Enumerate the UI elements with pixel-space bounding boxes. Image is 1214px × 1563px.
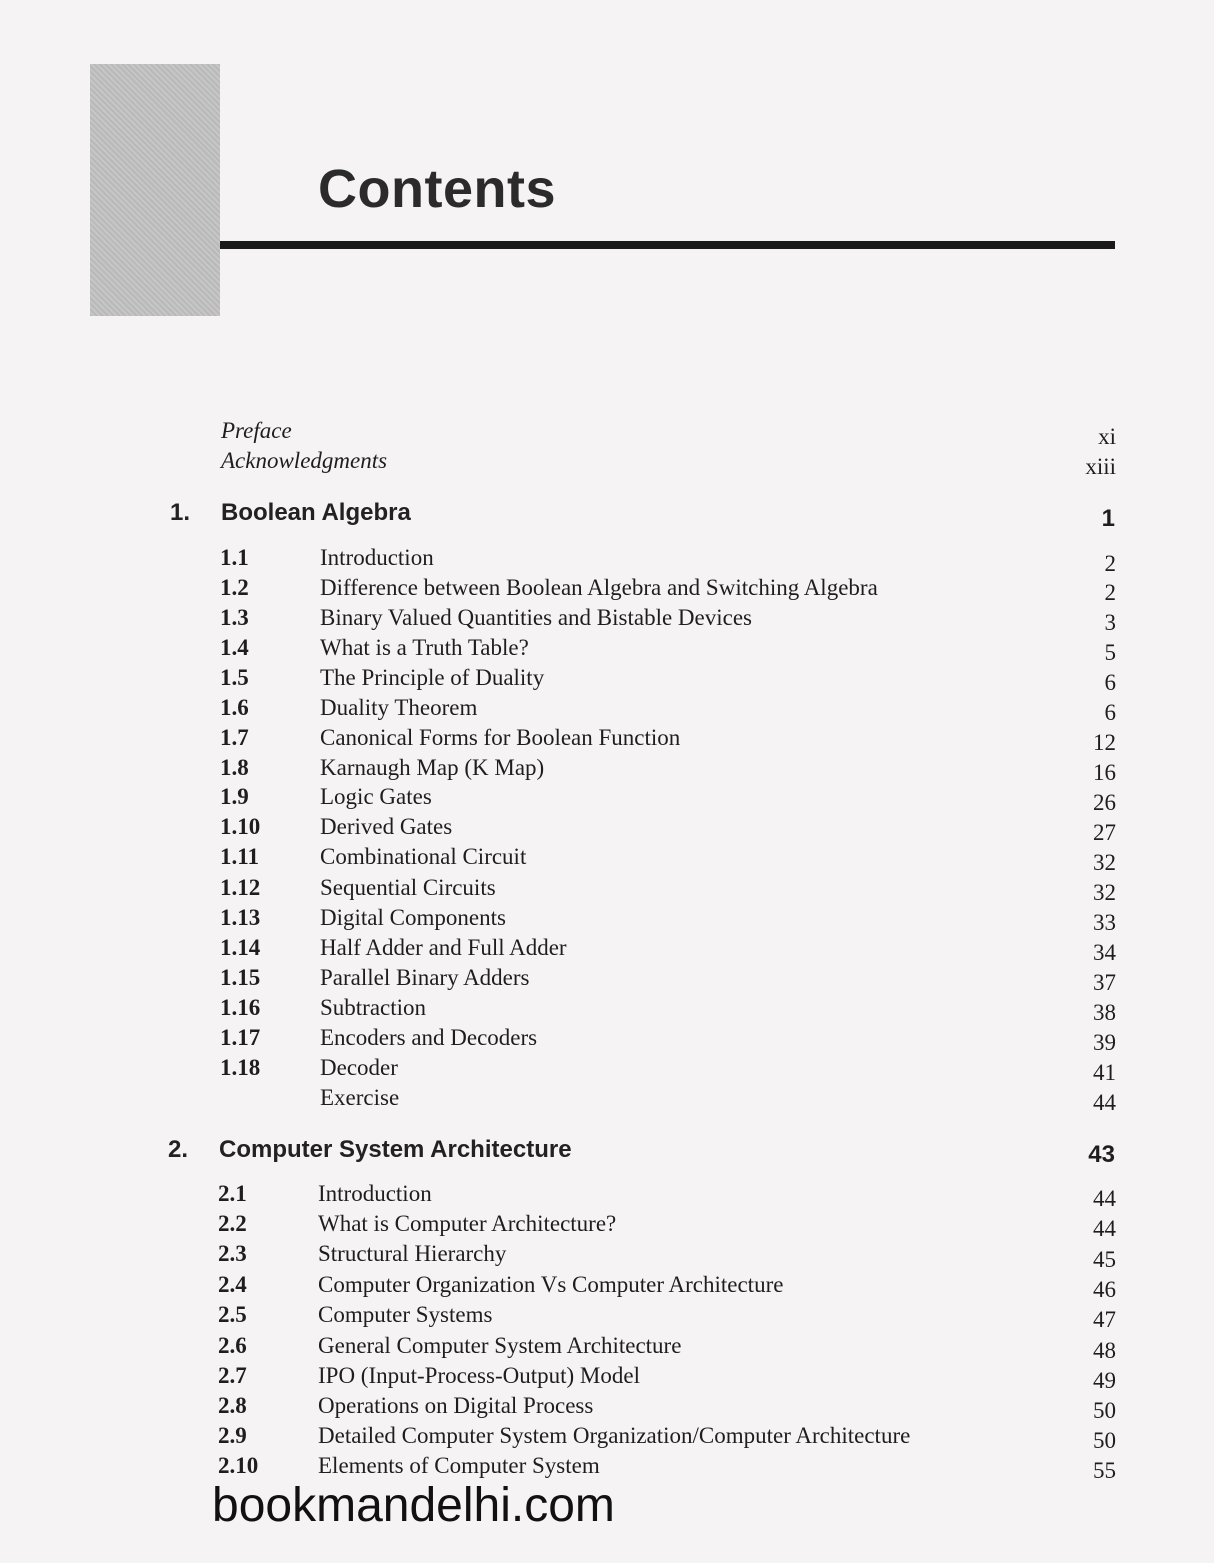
chapter-page: 1 (1101, 505, 1115, 532)
section-page: 38 (1093, 1000, 1116, 1025)
section-number: 1.7 (220, 725, 249, 750)
section-title: Introduction (318, 1181, 432, 1206)
section-page: 16 (1093, 760, 1116, 785)
section-number: 2.9 (218, 1423, 247, 1448)
section-page: 34 (1093, 940, 1116, 965)
section-title: Detailed Computer System Organization/Computer Architecture (318, 1423, 911, 1448)
decorative-grey-block (90, 64, 220, 316)
section-number: 1.4 (220, 635, 249, 660)
section-title: The Principle of Duality (320, 665, 545, 690)
section-title: General Computer System Architecture (318, 1333, 682, 1358)
section-page: 44 (1093, 1186, 1116, 1211)
section-page: 26 (1093, 790, 1116, 815)
section-number: 1.13 (220, 905, 261, 930)
section-number: 1.14 (220, 935, 261, 960)
section-page: 32 (1093, 880, 1116, 905)
section-title: Computer Organization Vs Computer Architecture (318, 1272, 784, 1297)
chapter-title: Computer System Architecture (219, 1136, 572, 1163)
section-number: 2.5 (218, 1302, 247, 1327)
section-page: 41 (1093, 1060, 1116, 1085)
section-page: 2 (1104, 551, 1116, 576)
section-title: What is Computer Architecture? (318, 1211, 617, 1236)
title-rule (220, 241, 1115, 249)
section-number: 2.10 (218, 1453, 259, 1478)
chapter-title: Boolean Algebra (221, 499, 411, 526)
front-matter-label: Preface (221, 418, 292, 443)
section-title: Parallel Binary Adders (320, 965, 530, 990)
front-matter-page: xiii (1085, 454, 1116, 479)
section-number: 2.2 (218, 1211, 247, 1236)
section-number: 2.4 (218, 1272, 247, 1297)
section-title: Canonical Forms for Boolean Function (320, 725, 681, 750)
section-title: Logic Gates (320, 784, 432, 809)
section-page: 2 (1104, 580, 1116, 605)
section-page: 27 (1093, 820, 1116, 845)
chapter-page: 43 (1088, 1141, 1115, 1168)
section-number: 2.1 (218, 1181, 247, 1206)
section-title: Introduction (320, 545, 434, 570)
section-title: Sequential Circuits (320, 875, 496, 900)
section-page: 32 (1093, 850, 1116, 875)
section-number: 1.1 (220, 545, 249, 570)
section-title: Decoder (320, 1055, 398, 1080)
section-title: Operations on Digital Process (318, 1393, 594, 1418)
watermark-text: bookmandelhi.com (212, 1479, 615, 1532)
section-page: 49 (1093, 1368, 1116, 1393)
section-title: Half Adder and Full Adder (320, 935, 567, 960)
section-page: 45 (1093, 1247, 1116, 1272)
section-page: 50 (1093, 1398, 1116, 1423)
section-number: 1.9 (220, 784, 249, 809)
section-page: 6 (1104, 670, 1116, 695)
section-page: 39 (1093, 1030, 1116, 1055)
section-title: Elements of Computer System (318, 1453, 600, 1478)
section-title: Karnaugh Map (K Map) (320, 755, 545, 780)
section-title: Encoders and Decoders (320, 1025, 538, 1050)
chapter-number: 2. (168, 1136, 189, 1163)
section-page: 50 (1093, 1428, 1116, 1453)
section-title: IPO (Input-Process-Output) Model (318, 1363, 640, 1388)
section-page: 12 (1093, 730, 1116, 755)
section-number: 2.6 (218, 1333, 247, 1358)
section-title: What is a Truth Table? (320, 635, 529, 660)
chapter-number: 1. (170, 499, 191, 526)
front-matter-label: Acknowledgments (221, 448, 388, 473)
section-title: Subtraction (320, 995, 427, 1020)
section-number: 2.8 (218, 1393, 247, 1418)
section-number: 1.11 (220, 844, 259, 869)
section-page: 47 (1093, 1307, 1116, 1332)
section-number: 1.12 (220, 875, 261, 900)
section-page: 44 (1093, 1090, 1116, 1115)
section-title: Combinational Circuit (320, 844, 527, 869)
section-number: 2.7 (218, 1363, 247, 1388)
section-page: 44 (1093, 1216, 1116, 1241)
section-number: 1.17 (220, 1025, 261, 1050)
section-title: Structural Hierarchy (318, 1241, 507, 1266)
section-number: 2.3 (218, 1241, 247, 1266)
section-title: Difference between Boolean Algebra and Switching Algebra (320, 575, 878, 600)
section-title: Digital Components (320, 905, 506, 930)
section-page: 5 (1104, 640, 1116, 665)
section-title: Derived Gates (320, 814, 453, 839)
exercise-title: Exercise (320, 1085, 400, 1110)
section-number: 1.5 (220, 665, 249, 690)
section-page: 3 (1104, 610, 1116, 635)
section-title: Duality Theorem (320, 695, 478, 720)
front-matter-page: xi (1098, 424, 1116, 449)
section-title: Computer Systems (318, 1302, 493, 1327)
section-number: 1.8 (220, 755, 249, 780)
section-number: 1.15 (220, 965, 261, 990)
section-title: Binary Valued Quantities and Bistable Devices (320, 605, 753, 630)
section-page: 48 (1093, 1338, 1116, 1363)
section-number: 1.18 (220, 1055, 261, 1080)
section-page: 6 (1104, 700, 1116, 725)
section-number: 1.2 (220, 575, 249, 600)
section-page: 46 (1093, 1277, 1116, 1302)
section-page: 33 (1093, 910, 1116, 935)
section-number: 1.16 (220, 995, 261, 1020)
section-page: 55 (1093, 1458, 1116, 1483)
section-number: 1.6 (220, 695, 249, 720)
section-page: 37 (1093, 970, 1116, 995)
section-number: 1.10 (220, 814, 261, 839)
page-title: Contents (318, 159, 556, 219)
section-number: 1.3 (220, 605, 249, 630)
